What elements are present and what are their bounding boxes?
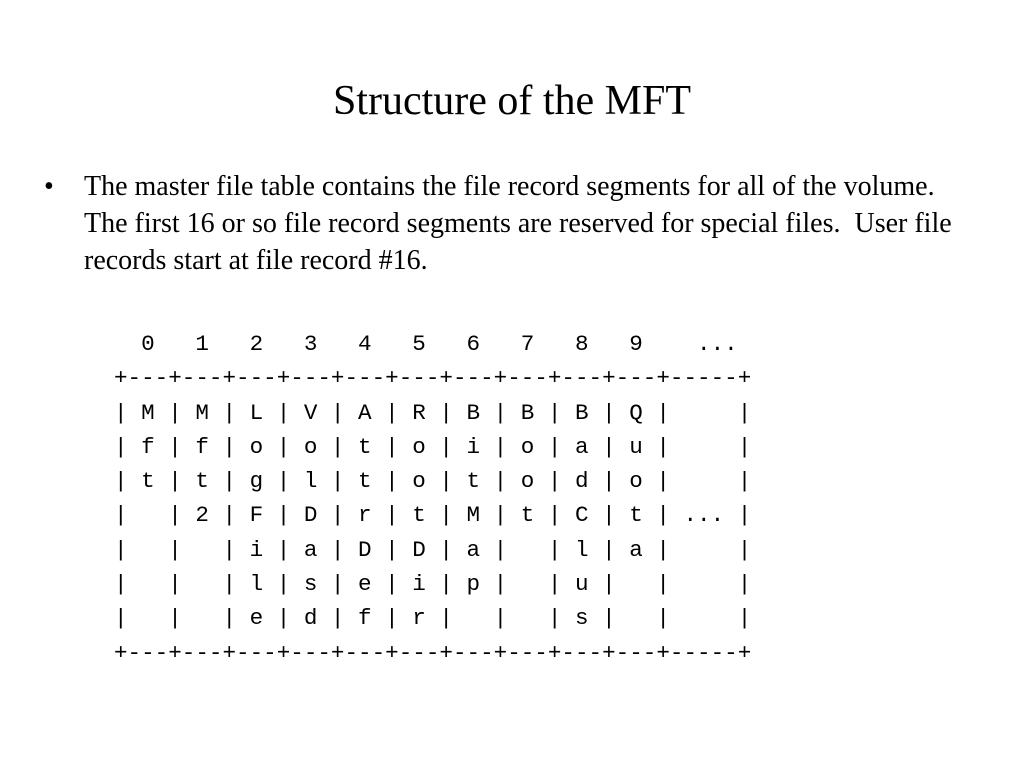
diagram-top-border: +---+---+---+---+---+---+---+---+---+---+-----+ [114,365,752,392]
bullet-list [44,168,974,279]
diagram-row: | | | i | a | D | D | a | | l | a | | [114,536,752,563]
diagram-bottom-border: +---+---+---+---+---+---+---+---+---+---+-----+ [114,639,752,666]
diagram-row: | t | t | g | l | t | o | t | o | d | o | | [114,468,752,495]
diagram-row: | M | M | L | V | A | R | B | B | B | Q | | [114,399,752,426]
diagram-row: | f | f | o | o | t | o | i | o | a | u | | [114,433,752,460]
diagram-row: | | | e | d | f | r | | | s | | | [114,605,752,632]
slide-title: Structure of the MFT [332,78,692,124]
diagram-row: | | | l | s | e | i | p | | u | | | [114,571,752,598]
bullet-text: The master file table contains the file record segments for all of the volume. The first 16 or so file record segments are reserved for special files. User file records start at file record #16. [84,171,959,276]
diagram-row: | | 2 | F | D | r | t | M | t | C | t | ... | [114,502,752,529]
mft-diagram [114,327,751,670]
diagram-header-row: 0 1 2 3 4 5 6 7 8 9 ... [114,331,738,357]
bullet-icon: • [44,171,54,202]
